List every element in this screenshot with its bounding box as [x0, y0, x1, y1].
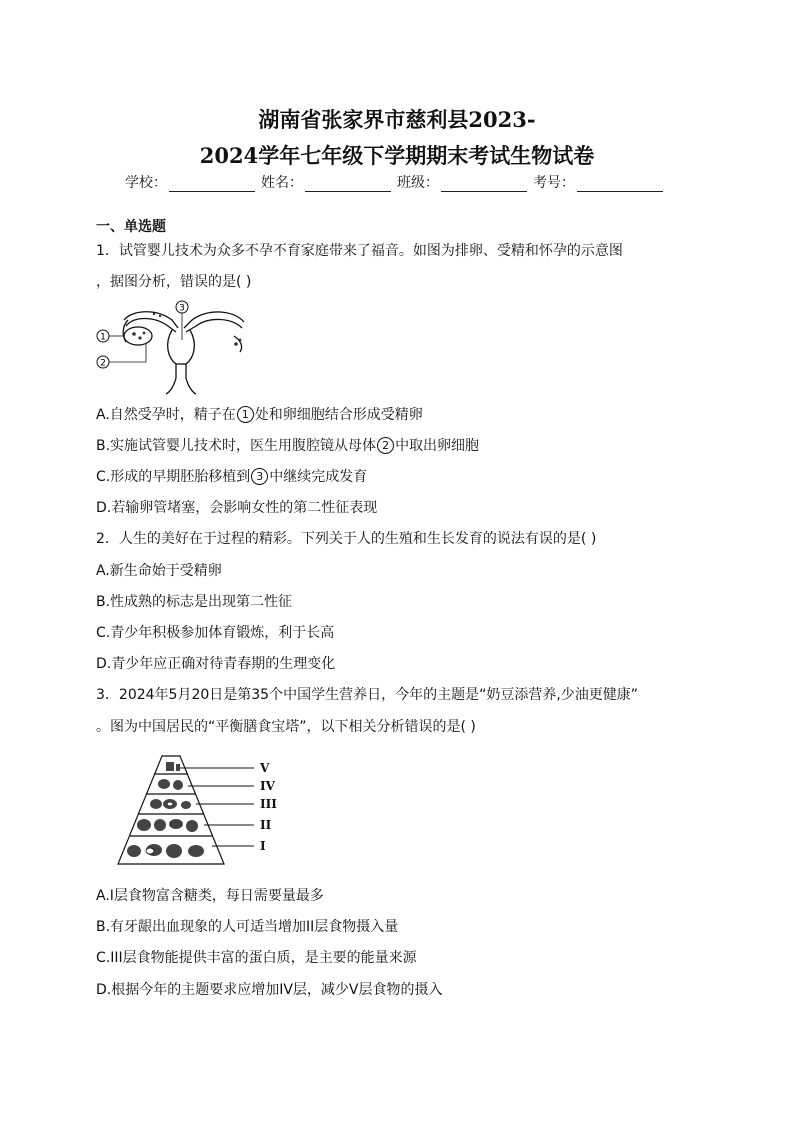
school-field: [125, 172, 257, 192]
pyramid-label-v: V: [260, 761, 270, 775]
label-2: 2: [100, 358, 106, 369]
q3-option-d: D.根据今年的主题要求应增加IV层，减少V层食物的摄入: [96, 982, 443, 998]
q1-option-a-pre: A.自然受孕时，精子在: [96, 407, 236, 423]
q3-stem-line1: 3．2024年5月20日是第35个中国学生营养日，今年的主题是“奶豆添营养,少油更健康”: [96, 687, 639, 703]
school-blank: [169, 175, 255, 192]
q1-option-a-post: 处和卵细胞结合形成受精卵: [254, 407, 423, 423]
class-field: [397, 172, 529, 192]
q1-option-d: D.若输卵管堵塞，会影响女性的第二性征表现: [96, 500, 378, 516]
student-info-row: [0, 172, 794, 192]
reproductive-system-diagram: [94, 300, 256, 396]
pyramid-label-i: I: [260, 839, 266, 853]
q1-option-a-circled-number: 1: [237, 406, 254, 423]
name-blank: [305, 175, 391, 192]
q2-stem: 2．人生的美好在于过程的精彩。下列关于人的生殖和生长发育的说法有误的是( ): [96, 531, 597, 547]
label-3: 3: [179, 303, 185, 314]
q2-option-c: C.青少年积极参加体育锻炼，利于长高: [96, 625, 335, 641]
class-label: 班级：: [397, 175, 439, 191]
exam-number-label: 考号：: [533, 175, 575, 191]
pyramid-label-iv: IV: [260, 779, 275, 793]
q1-option-b-circled-number: 2: [377, 437, 394, 454]
name-field: [261, 172, 393, 192]
q3-option-b: B.有牙龈出血现象的人可适当增加II层食物摄入量: [96, 919, 399, 935]
q1-option-b-pre: B.实施试管婴儿技术时，医生用腹腔镜从母体: [96, 438, 377, 454]
exam-title-line1: 湖南省张家界市慈利县2023-: [258, 107, 536, 132]
q2-option-a: A.新生命始于受精卵: [96, 563, 222, 579]
school-label: 学校：: [125, 175, 167, 191]
exam-title-line2: 2024学年七年级下学期期末考试生物试卷: [199, 143, 595, 168]
name-label: 姓名：: [261, 175, 303, 191]
q1-stem-line1: 1．试管婴儿技术为众多不孕不育家庭带来了福音。如图为排卵、受精和怀孕的示意图: [96, 243, 623, 259]
pyramid-label-ii: II: [260, 818, 272, 832]
q3-option-c: C.III层食物能提供丰富的蛋白质，是主要的能量来源: [96, 950, 417, 966]
section-heading: 一、单选题: [96, 219, 166, 235]
label-1: 1: [100, 332, 106, 343]
q1-option-b-post: 中取出卵细胞: [395, 438, 480, 454]
q3-stem-line2: 。图为中国居民的“平衡膳食宝塔”，以下相关分析错误的是( ): [96, 719, 476, 735]
q2-option-d: D.青少年应正确对待青春期的生理变化: [96, 656, 336, 672]
q1-option-b: [96, 435, 479, 455]
q1-option-c-circled-number: 3: [251, 468, 268, 485]
q1-stem-line2: ，据图分析，错误的是( ): [96, 274, 252, 290]
exam-number-field: [533, 172, 665, 192]
q3-option-a: A.I层食物富含糖类，每日需要量最多: [96, 888, 324, 904]
q1-option-c: [96, 466, 367, 486]
q1-option-c-post: 中继续完成发育: [269, 469, 368, 485]
class-blank: [441, 175, 527, 192]
q1-option-c-pre: C.形成的早期胚胎移植到: [96, 469, 251, 485]
food-pyramid-diagram: [114, 752, 284, 870]
pyramid-label-iii: III: [260, 797, 277, 811]
q2-option-b: B.性成熟的标志是出现第二性征: [96, 594, 293, 610]
exam-number-blank: [577, 175, 663, 192]
q1-option-a: [96, 404, 423, 424]
